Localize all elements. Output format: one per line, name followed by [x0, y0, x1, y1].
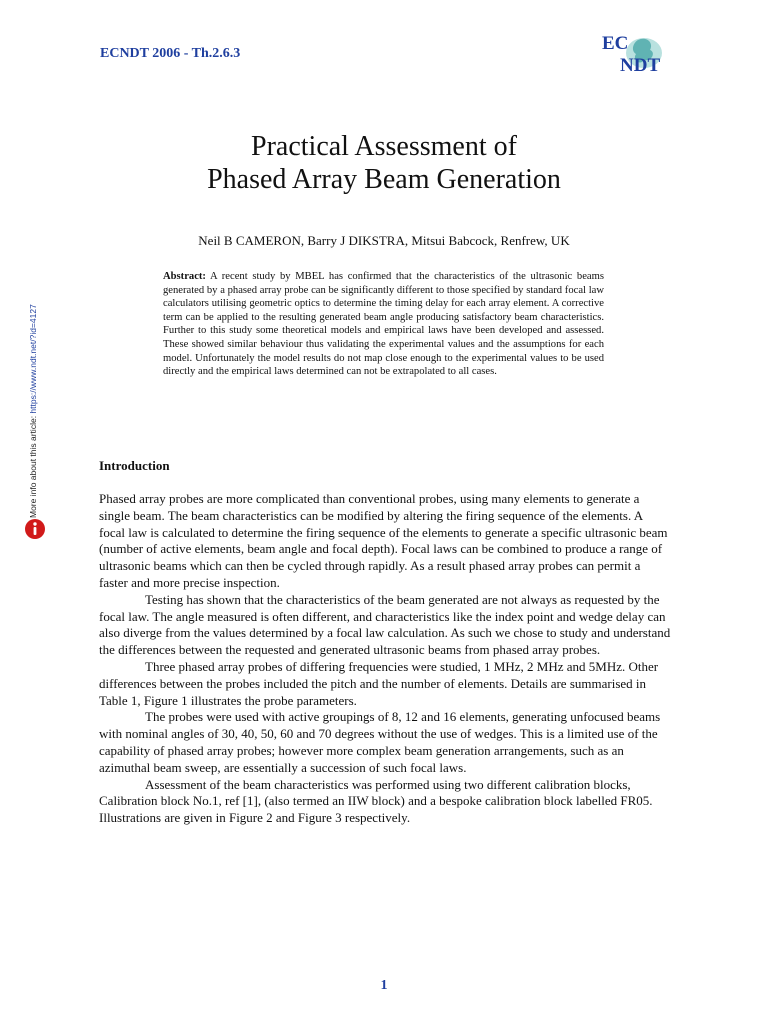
abstract-text: A recent study by MBEL has confirmed that the characteristics of the ultrasonic beams generated by a phased array probe can be significantly different to those specified by standard focal law calculators utilising geometric optics to determine the timing delay for each array element. A corrective term can be applied to the resulting generated beam angle producing satisfactory beam characteristics. Further to this study some theoretical models and empirical laws have been developed and assessed. These showed similar behaviour thus validating the experimental values and the assumptions for each model. Unfortunately the model results do not map close enough to the experimental values to be used directly and the empirical laws determined can not be extrapolated to all cases. [163, 271, 604, 378]
introduction-body [99, 491, 671, 827]
side-note [26, 268, 40, 518]
paragraph: Three phased array probes of differing frequencies were studied, 1 MHz, 2 MHz and 5MHz. Other differences between the probes included the pitch and the number of elements. Details are summarised in Table 1, Figure 1 illustrates the probe parameters. [99, 658, 659, 708]
paper-title [100, 130, 668, 196]
author-line: Neil B CAMERON, Barry J DIKSTRA, Mitsui Babcock, Renfrew, UK [198, 233, 570, 248]
ecndt-logo [600, 32, 670, 74]
paper-title-line-1: Practical Assessment of [251, 131, 517, 162]
side-note-text [26, 268, 40, 518]
conference-reference: ECNDT 2006 - Th.2.6.3 [100, 46, 241, 61]
paragraph: The probes were used with active groupings of 8, 12 and 16 elements, generating unfocused beams with nominal angles of 30, 40, 50, 60 and 70 degrees without the use of wedges. This is a limited use of the capability of phased array probes; however more complex beam generation arrangements, such as an azimuthal beam sweep, are essentially a succession of such focal laws. [99, 709, 661, 775]
abstract [163, 270, 604, 379]
logo-text-ec: EC [602, 33, 629, 54]
paper-title-line-2: Phased Array Beam Generation [207, 164, 561, 195]
page-number: 1 [380, 978, 388, 993]
side-note-link[interactable]: https://www.ndt.net/?id=4127 [28, 304, 38, 414]
info-icon[interactable] [24, 518, 46, 540]
abstract-label: Abstract: [163, 271, 206, 282]
paragraph: Testing has shown that the characteristics of the beam generated are not always as requested by the focal law. The angle measured is often different, and characteristics like the index point and wedge delay can also diverge from the values determined by a focal law calculation. As such we chose to study and understand the differences between the requested and generated ultrasonic beams from phased array probes. [99, 591, 671, 658]
paragraph: Phased array probes are more complicated than conventional probes, using many elements to generate a single beam. The beam characteristics can be modified by altering the firing sequence of the elements. A focal law is calculated to determine the firing sequence of the elements to generate a specific ultrasonic beam (number of active elements, beam angle and focal depth). Focal laws can be combined to produce a range of ultrasonic beams which can then be cycled through rapidly. As a result phased array probes can permit a faster and more precise inspection. [99, 491, 668, 590]
side-note-prefix: More info about this article: [28, 413, 38, 518]
introduction-heading: Introduction [99, 458, 170, 473]
paragraph: Assessment of the beam characteristics was performed using two different calibration blocks, Calibration block No.1, ref [1], (also termed an IIW block) and a bespoke calibration block labelled FR05. Illustrations are given in Figure 2 and Figure 3 respectively. [99, 776, 653, 826]
logo-text-ndt: NDT [620, 55, 661, 74]
